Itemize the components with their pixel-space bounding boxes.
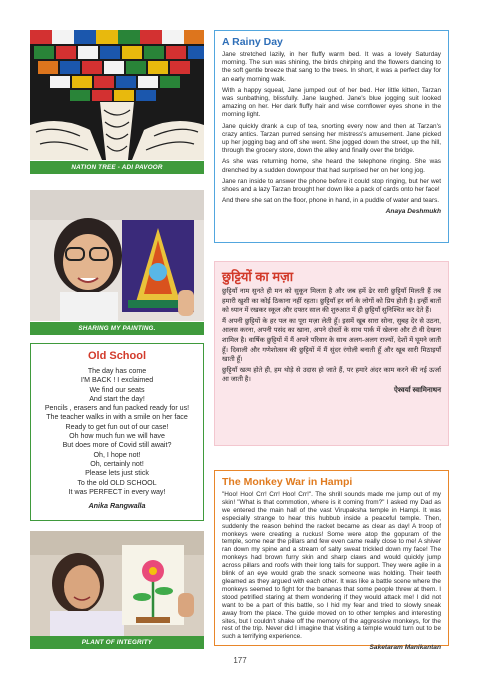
old-school-author: Anika Rangwalla: [88, 501, 146, 511]
rainy-day-paragraph: With a happy squeal, Jane jumped out of her bed. Her little kitten, Tarzan was sunbathing, blissfully. Jane laughed. Jane's blue jogging suit looked amazing on her. Her dark fluffy hair and wise cornflower eyes shone in the morning light.: [222, 86, 441, 119]
girl-with-plant-drawing-image: [30, 531, 204, 636]
rainy-day-paragraph: Jane stretched lazily, in her fluffy warm bed. It was a lovely Saturday morning. The sun was shining, the birds chirping and the flowers dancing to the soft gentle breeze that sang to the trees. In short, it was a perfect day for an early morning walk.: [222, 51, 441, 83]
poem-line: Oh how much fun we will have: [69, 432, 165, 441]
sharing-painting-photo: [30, 190, 204, 321]
monkey-war-paragraph: "Hoo! Hoo! Crr! Crr! Hoo! Crr!". The shrill sounds made me jump out of my skin! "What is that commotion, where is it coming from?" I asked my Dad as we entered the main hall of the vast Virupaksha temple in Hampi. It was especially strange to hear this hubbub inside a peaceful temple. Then, suddenly the reason behind the racket became as clear as day! A troop of monkeys were creating a ruckus! Some were atop the gopuram of the temple, some near the pillars and few even came really close to me! A shiver ran down my spine and a stream of salty sweat trickled down my face! The monkeys had brown furry skin and sharp claws and would quickly jump across pillars and roofs with their long tails for support. They were agile in a blink of an eye would grab the snack someone was holding. Their teeth gleamed as they argued with each other. It was like a battle scene where the monkeys seemed to fight for the bananas that some people threw at them. I stood petrified staring at them wondering if they would attack me! I did not want to be a part of this battle, so I hid my fear and tried to slowly sneak away from the place. The guide moved on to other temples and interesting sites, but I couldn't shake off the memory of the aggressive monkeys, for the rest of the trip. Never did I imagine that visiting a temple would turn out to be such a terrifying experience.: [222, 491, 441, 641]
monkey-war-title: The Monkey War in Hampi: [222, 476, 353, 488]
chhutti-paragraph: मैं अपनी छुट्टियों के हर पल का पूरा मज़ा लेती हूँ। इसमें खूब सारा सोना, सुबह देर से उठना, आलस करना, अपनी पसंद का खाना, अपने दोस्तों के साथ पार्क में खेलना और टी वी देखना शामिल है। वार्षिक छुट्टियों में मैं अपने परिवार के साथ अलग-अलग राज्यों, देशों में घूमने जाती हूँ। दिवाली और गणेशोत्सव की छुट्टियों में मैं सुंदर रंगोली बनाती हूँ और खूब सारी मिठाइयाँ खाती हूँ।: [222, 317, 441, 364]
chhutti-title: छुट्टियों का मज़ा: [222, 269, 294, 284]
poem-line: Ready to get fun out of our case!: [65, 422, 169, 431]
chhutti-paragraph: छुट्टियाँ नाम सुनते ही मन को सुकून मिलता है और जब हमें ढेर सारी छुट्टियाँ मिलती हैं तब हमारी खुशी का कोई ठिकाना नहीं रहता। छुट्टियाँ हर वर्ग के लोगों को प्रिय होती है। इन्हीं बातों को ध्यान में रखकर स्कूल और दफ्तर साल की शुरुआत में ही छुट्टियाँ सुनिश्चित कर देते हैं।: [222, 288, 441, 315]
monkey-war-box: [214, 470, 449, 652]
rainy-day-box: [214, 30, 449, 243]
rainy-day-title: A Rainy Day: [222, 36, 283, 48]
plant-of-integrity-photo: [30, 531, 204, 636]
poem-line: Please lets just stick: [85, 469, 149, 478]
poem-line: Oh, I hope not!: [93, 450, 141, 459]
flags-tree-artwork: [30, 30, 204, 160]
rainy-day-paragraph: And there she sat on the floor, phone in hand, in a puddle of water and tears.: [222, 197, 440, 205]
poem-line: Oh, certainly not!: [90, 459, 144, 468]
old-school-poem-lines: [35, 367, 199, 497]
page-number: 177: [233, 656, 247, 665]
poem-line: Pencils , erasers and fun packed ready for us!: [44, 404, 190, 413]
rainy-day-paragraph: As she was returning home, she heard the telephone ringing. She was drenched by a sudden downpour that had surprised her on her long jog.: [222, 158, 441, 174]
poem-line: We find our seats: [89, 385, 145, 394]
poem-line: And start the day!: [89, 394, 145, 403]
poem-line: The teacher walks in with a smile on her face: [46, 413, 188, 422]
old-school-title: Old School: [87, 350, 147, 362]
poem-line: It was PERFECT in every way!: [68, 487, 166, 496]
rainy-day-paragraph: Jane quickly drank a cup of tea, snorting every now and then at Tarzan's crazy antics. Tarzan purred sensing her mistress's amusement. Jane picked up her jogging bag and off she went. She jogged down the street, up the hill, through the grocery store, down the alley and finally over the bridge.: [222, 122, 441, 155]
old-school-poem-box: [30, 343, 204, 521]
rainy-day-author: Anaya Deshmukh: [385, 208, 441, 216]
nation-tree-caption: NATION TREE - ADI PAVOOR: [30, 161, 204, 174]
poem-line: But does more of Covid still await?: [62, 441, 172, 450]
plant-of-integrity-caption: PLANT OF INTEGRITY: [30, 636, 204, 649]
poem-line: The day has come: [87, 367, 147, 375]
chhutti-essay-box: [214, 261, 449, 446]
sharing-painting-caption: SHARING MY PAINTING.: [30, 322, 204, 335]
girl-with-painting-image: [30, 190, 204, 321]
chhutti-paragraph: छुट्टियाँ खत्म होते ही, हम थोड़े से उदास हो जाते हैं, पर हमारे अंदर काम करने की नई ऊर्जा आ जाती है।: [222, 366, 441, 384]
chhutti-author: ऐश्वर्या स्वामिनाथन: [393, 386, 441, 394]
nation-tree-photo: [30, 30, 204, 160]
rainy-day-paragraph: Jane ran inside to answer the phone before it could stop ringing, but her wet shoes and a lazy Tarzan brought her down like a pack of cards onto her face!: [222, 177, 441, 194]
poem-line: To the old OLD SCHOOL: [77, 478, 157, 487]
poem-line: I'M BACK ! I exclaimed: [80, 376, 154, 385]
monkey-war-author: Saketaram Manikantan: [369, 644, 441, 652]
